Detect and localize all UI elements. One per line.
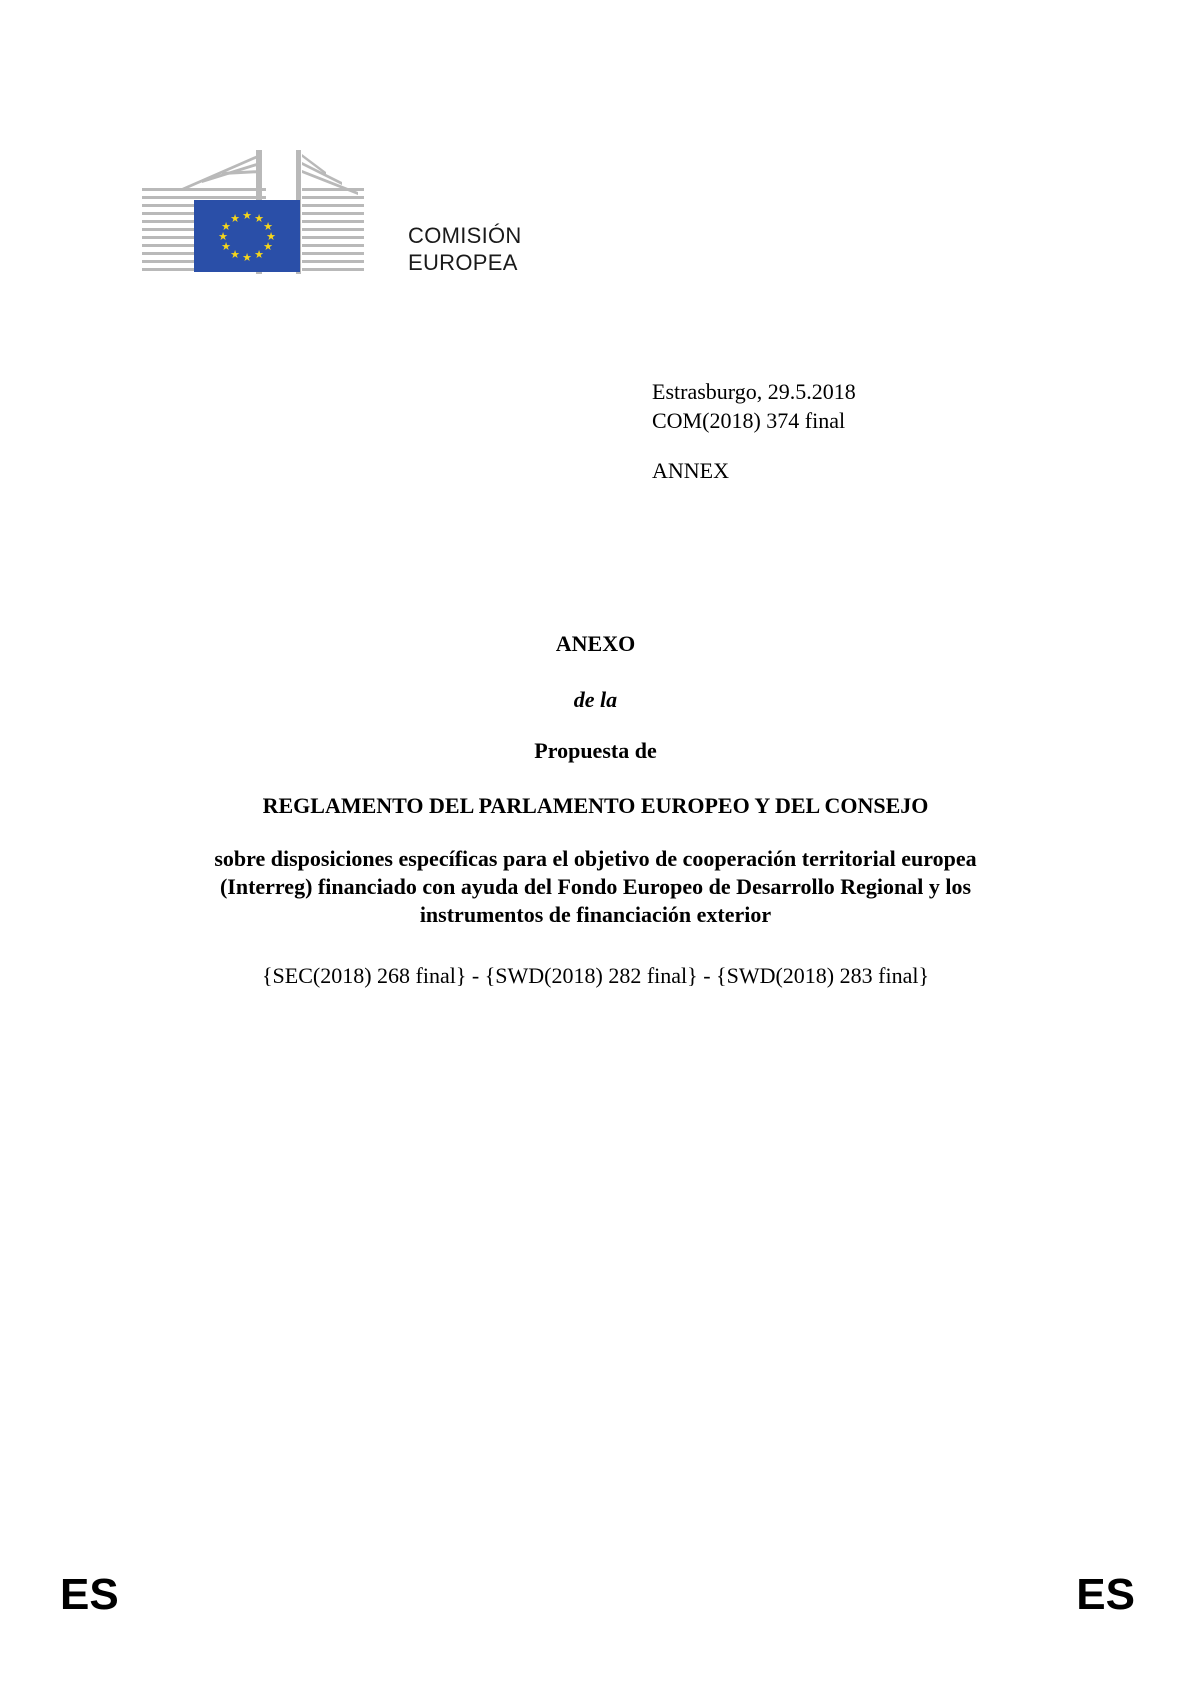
european-commission-logo (142, 148, 542, 276)
institution-line-1: COMISIÓN (408, 223, 522, 248)
related-documents: {SEC(2018) 268 final} - {SWD(2018) 282 final} - {SWD(2018) 283 final} (261, 963, 930, 988)
subject-line-2: (Interreg) financiado con ayuda del Fondo Europeo de Desarrollo Regional y los (219, 874, 972, 899)
svg-text:★: ★ (218, 230, 228, 243)
title-propuesta: Propuesta de (534, 738, 657, 763)
subject-line-3: instrumentos de financiación exterior (419, 902, 772, 927)
subject-line-1: sobre disposiciones específicas para el objetivo de cooperación territorial europea (214, 846, 977, 871)
svg-text:★: ★ (263, 220, 273, 233)
institution-line-2: EUROPEA (408, 250, 518, 275)
eu-flag-icon (194, 200, 300, 272)
title-anexo: ANEXO (555, 631, 636, 656)
svg-text:★: ★ (230, 212, 240, 225)
annex-label: ANNEX (652, 458, 729, 483)
svg-text:★: ★ (221, 240, 231, 253)
svg-text:★: ★ (242, 251, 252, 264)
title-reglamento: REGLAMENTO DEL PARLAMENTO EUROPEO Y DEL CONSEJO (262, 793, 929, 818)
svg-text:★: ★ (266, 230, 276, 243)
place-date: Estrasburgo, 29.5.2018 (652, 379, 856, 404)
institution-name (408, 222, 522, 276)
svg-text:★: ★ (221, 220, 231, 233)
svg-text:★: ★ (254, 212, 264, 225)
language-code-left: ES (60, 1570, 119, 1619)
document-reference: COM(2018) 374 final (652, 408, 846, 433)
svg-text:★: ★ (230, 248, 240, 261)
document-meta (652, 377, 856, 485)
svg-text:★: ★ (254, 248, 264, 261)
building-right-icon (296, 150, 364, 274)
language-code-right: ES (1076, 1570, 1135, 1619)
title-de-la: de la (573, 687, 618, 712)
svg-text:★: ★ (263, 240, 273, 253)
svg-text:★: ★ (242, 209, 252, 222)
